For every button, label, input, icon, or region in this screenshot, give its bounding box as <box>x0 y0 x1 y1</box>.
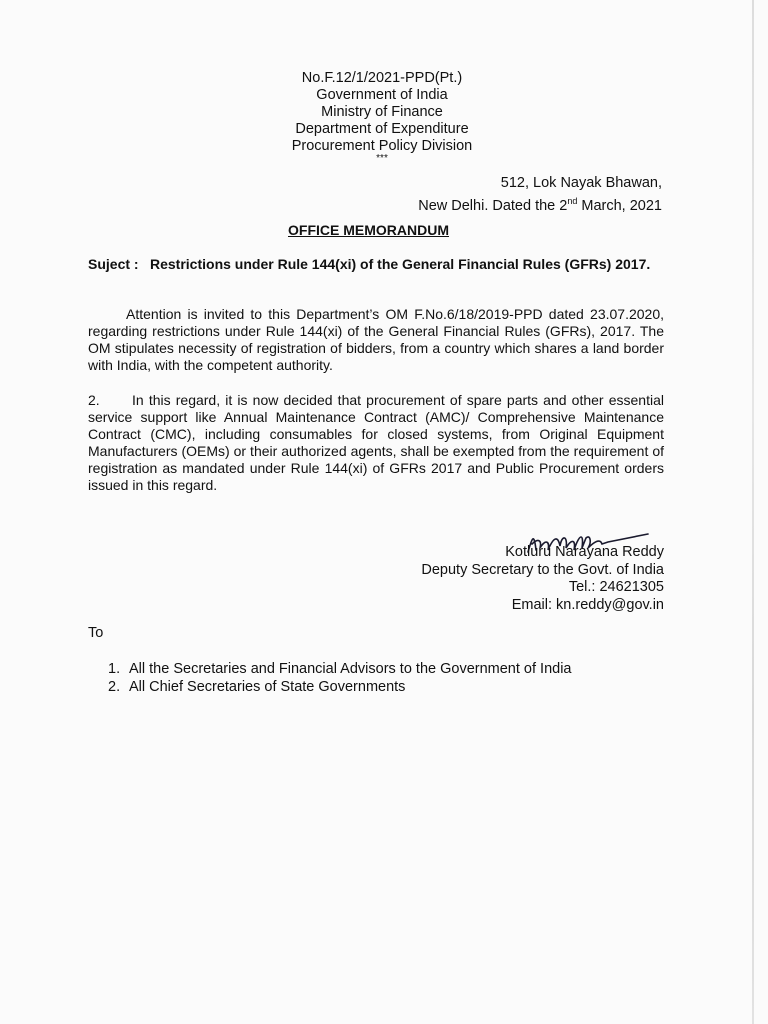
subject-line <box>88 256 668 273</box>
memo-title: OFFICE MEMORANDUM <box>288 222 449 238</box>
subject-label: Suject : <box>88 256 139 272</box>
to-label: To <box>88 625 104 641</box>
list-number: 1. <box>108 661 121 677</box>
signatory-tel: Tel.: 24621305 <box>568 579 664 595</box>
signatory-email: Email: kn.reddy@gov.in <box>511 596 664 613</box>
signatory-designation: Deputy Secretary to the Govt. of India <box>421 561 664 578</box>
date-prefix: New Delhi. Dated the 2 <box>418 197 568 214</box>
paragraph-number: 2. <box>88 392 100 408</box>
address-block <box>342 174 662 215</box>
list-item <box>108 660 571 678</box>
recipient-list <box>108 660 571 696</box>
government-line: Government of India <box>316 87 448 103</box>
list-text: All Chief Secretaries of State Governments <box>129 679 406 695</box>
department-line: Department of Expenditure <box>295 121 469 137</box>
paragraph-1: Attention is invited to this Department’s OM F.No.6/18/2019-PPD dated 23.07.2020, regarding restrictions under Rule 144(xi) of the General Financial Rules (GFRs), 2017. The OM stipulates necessity of registration of bidders, from a country which shares a land border with India, with the competent authority. <box>88 306 664 373</box>
list-number: 2. <box>108 679 121 695</box>
signatory-block <box>344 544 664 614</box>
division-line: Procurement Policy Division <box>291 138 473 154</box>
list-item <box>108 678 571 696</box>
signatory-name: Kotluru Narayana Reddy <box>505 544 664 560</box>
date-suffix: March, 2021 <box>577 197 662 214</box>
list-text: All the Secretaries and Financial Advisors to the Government of India <box>129 661 572 677</box>
address-line: 512, Lok Nayak Bhawan, <box>500 175 662 191</box>
date-line <box>342 192 662 215</box>
separator-stars: *** <box>376 153 388 164</box>
file-number: No.F.12/1/2021-PPD(Pt.) <box>301 70 463 86</box>
paragraph-2-text: In this regard, it is now decided that procurement of spare parts and other essential service support like Annual Maintenance Contract (AMC)/ Comprehensive Maintenance Contract (CMC), including consumables for closed systems, from Original Equipment Manufacturers (OEMs) or their authorized agents, shall be exempted from the requirement of registration as mandated under Rule 144(xi) of GFRs 2017 and Public Procurement orders issued in this regard. <box>88 392 664 493</box>
date-ordinal: nd <box>567 196 578 206</box>
letterhead <box>282 70 482 163</box>
paragraph-2 <box>88 392 664 494</box>
scan-edge <box>752 0 754 1024</box>
ministry-line: Ministry of Finance <box>321 104 443 120</box>
subject-text: Restrictions under Rule 144(xi) of the General Financial Rules (GFRs) 2017. <box>150 256 651 272</box>
